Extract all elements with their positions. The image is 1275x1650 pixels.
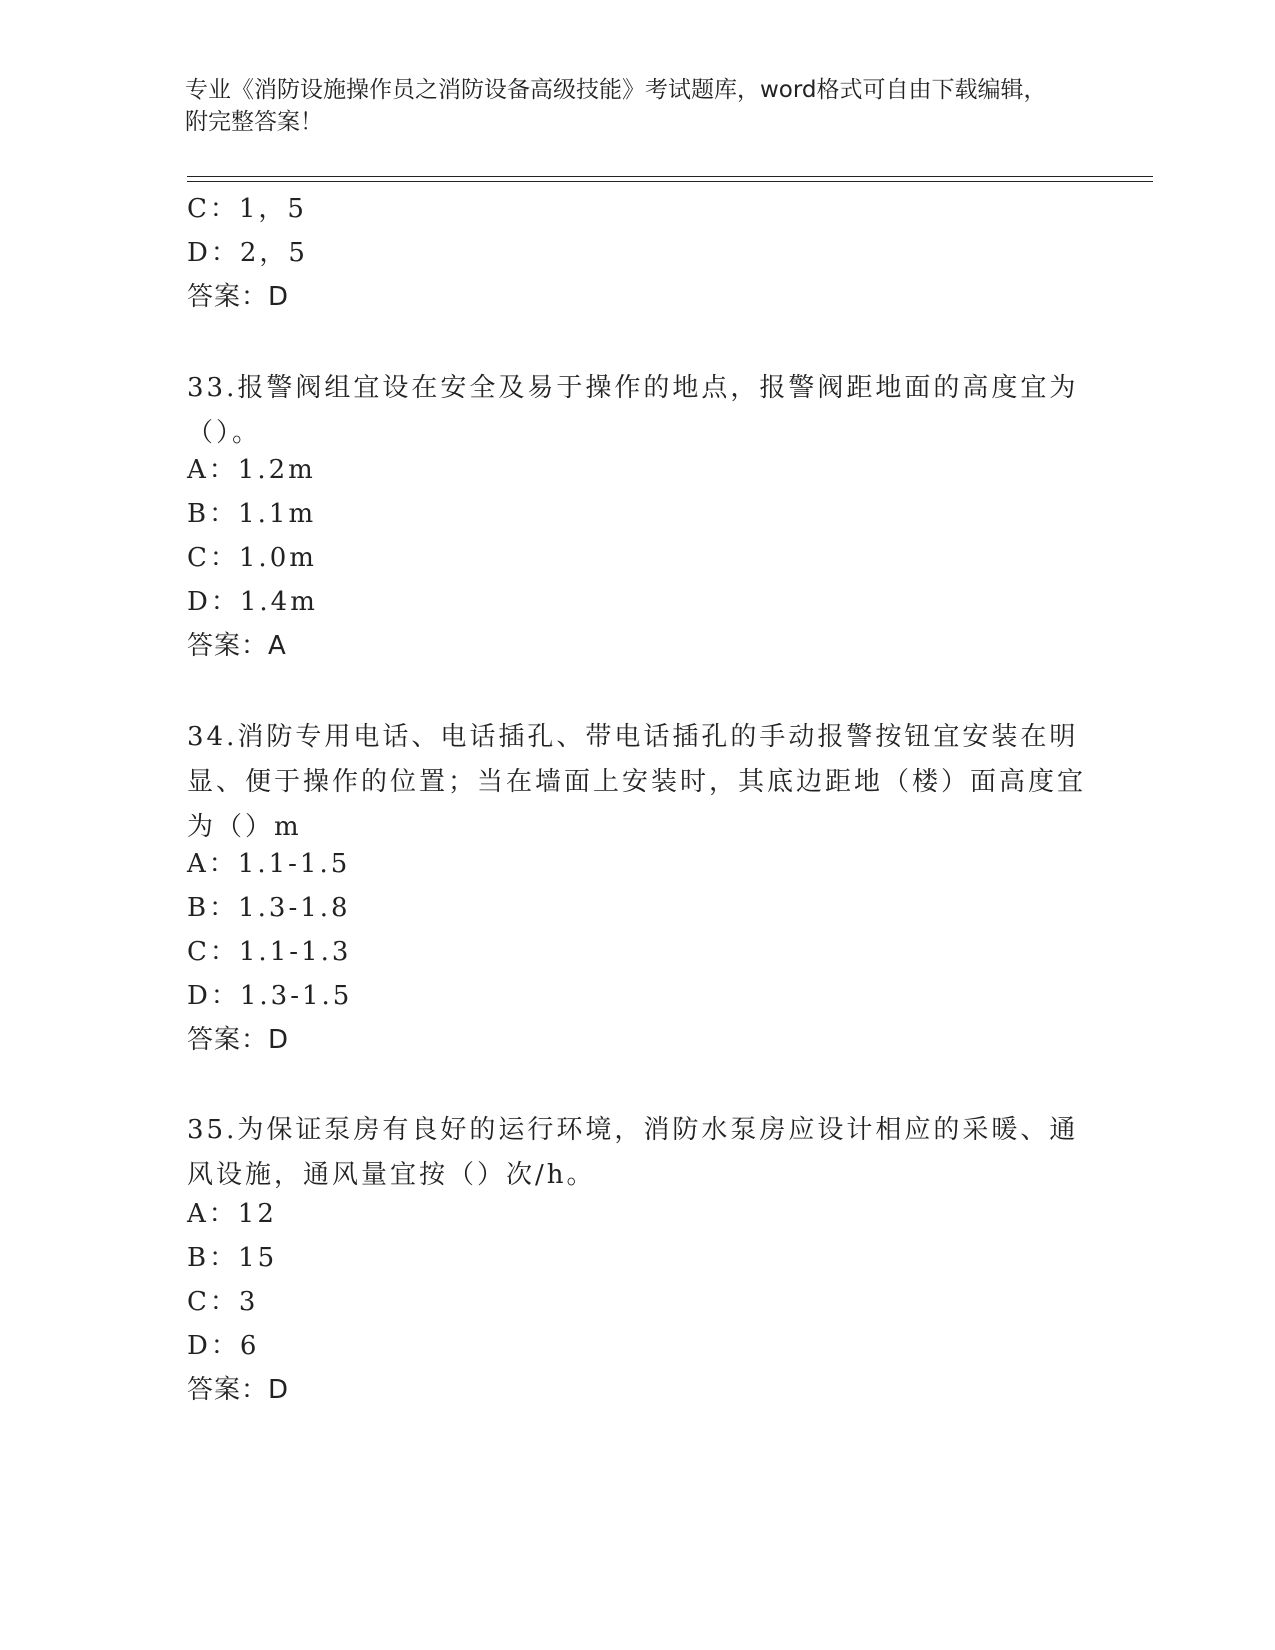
page-header-text: 专业《消防设施操作员之消防设备高级技能》考试题库，word格式可自由下载编辑，附完整答案！	[185, 77, 1047, 135]
question-35-option-a: A：12	[187, 1199, 277, 1229]
question-35-stem: 35.为保证泵房有良好的运行环境，消防水泵房应设计相应的采暖、通风设施，通风量宜按（）次/h。	[187, 1115, 1079, 1190]
question-33-stem: 33.报警阀组宜设在安全及易于操作的地点，报警阀距地面的高度宜为（）。	[187, 373, 1079, 448]
question-34-option-c: C：1.1-1.3	[187, 937, 352, 967]
header-divider-bottom	[187, 181, 1153, 182]
question-34-option-a: A：1.1-1.5	[187, 849, 351, 879]
question-34-option-d: D：1.3-1.5	[187, 981, 353, 1011]
header-divider-top	[187, 176, 1153, 177]
question-35-option-b: B：15	[187, 1243, 278, 1273]
option-c: C：1，5	[187, 194, 307, 224]
question-33-option-d: D：1.4m	[187, 587, 318, 617]
option-d: D：2，5	[187, 238, 308, 268]
question-33-option-b: B：1.1m	[187, 499, 317, 529]
question-35-option-c: C：3	[187, 1287, 259, 1317]
answer-line: 答案：D	[187, 282, 290, 312]
question-33-option-a: A：1.2m	[187, 455, 316, 485]
question-33-answer: 答案：A	[187, 631, 287, 661]
question-34-stem: 34.消防专用电话、电话插孔、带电话插孔的手动报警按钮宜安装在明显、便于操作的位置；当在墙面上安装时，其底边距地（楼）面高度宜为（）m	[187, 722, 1087, 842]
question-35-option-d: D：6	[187, 1331, 260, 1361]
question-34-option-b: B：1.3-1.8	[187, 893, 351, 923]
question-35-answer: 答案：D	[187, 1375, 290, 1405]
question-34-answer: 答案：D	[187, 1025, 290, 1055]
question-33-option-c: C：1.0m	[187, 543, 317, 573]
